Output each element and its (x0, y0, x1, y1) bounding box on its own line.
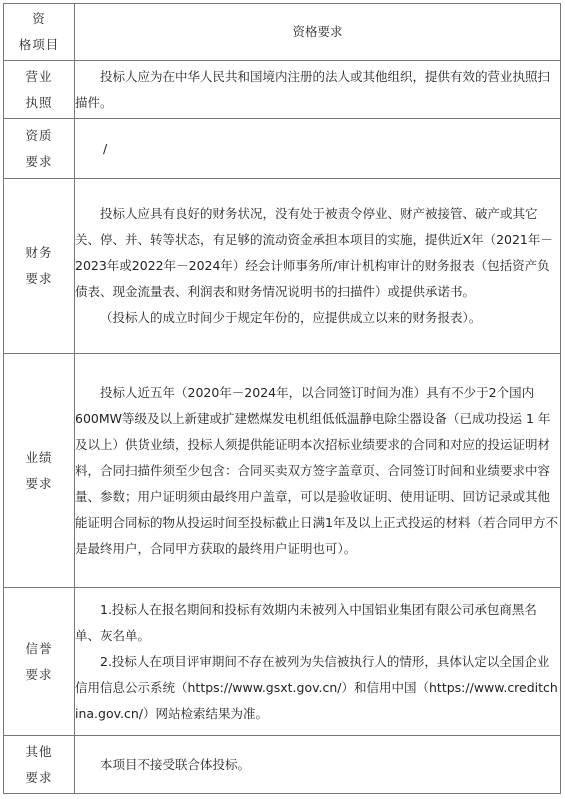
table-row (4, 736, 561, 794)
row-label-line: 业绩 (25, 449, 53, 465)
row-label (4, 179, 75, 354)
paragraph: 投标人应具有良好的财务状况，没有处于被责令停业、财产被接管、破产或其它关、停、并、转等状态，有足够的流动资金承担本项目的实施，提供近X年（2021年－2023年或2022年－2024年）经会计师事务所/审计机构审计的财务报表（包括资产负债表、现金流量表、利润表和财务情况说明书的扫描件）或提供承诺书。 (75, 206, 553, 299)
paragraph: 1.投标人在报名期间和投标有效期内未被列入中国铝业集团有限公司承包商黑名单、灰名单。 (75, 601, 537, 643)
table-row (4, 588, 561, 736)
table-row (4, 61, 561, 119)
header-title: 资格要求 (75, 4, 561, 61)
header-label-cell (4, 4, 75, 61)
header-label-line-2: 格项目 (18, 37, 60, 52)
row-label (4, 588, 75, 736)
row-label (4, 354, 75, 588)
row-label (4, 736, 75, 794)
row-label-line: 信誉 (25, 640, 53, 656)
row-label-line: 财务 (25, 245, 53, 260)
row-label-line: 执照 (25, 94, 53, 110)
row-content (75, 61, 561, 119)
header-label-line-1: 资 (32, 11, 46, 26)
paragraph: / (103, 140, 108, 156)
row-label (4, 119, 75, 179)
paragraph: 投标人应为在中华人民共和国境内注册的法人或其他组织，提供有效的营业执照扫描件。 (75, 68, 551, 110)
row-label-line: 营业 (25, 68, 53, 84)
table-row (4, 354, 561, 588)
row-content (75, 588, 561, 736)
table-header-row (4, 4, 561, 61)
row-label-line: 资质 (25, 127, 53, 143)
row-label (4, 61, 75, 119)
qualification-table (3, 3, 561, 794)
row-content (75, 736, 561, 794)
row-label-line: 要求 (25, 271, 53, 286)
row-label-line: 要求 (25, 666, 53, 682)
row-content (75, 179, 561, 354)
row-label-line: 要求 (25, 153, 53, 169)
row-label-line: 其他 (25, 743, 53, 759)
paragraph: 投标人近五年（2020年－2024年，以合同签订时间为准）具有不少于2个国内600MW等级及以上新建或扩建燃煤发电机组低低温静电除尘器设备（已成功投运 1 年及以上）供货业绩，投标人须提供能证明本次招标业绩要求的合同和对应的投运证明材料，合同扫描件须至少包含：合同买卖双方签字盖章页、合同签订时间和业绩要求中容量、参数；用户证明须由最终用户盖章，可以是验收证明、使用证明、回访记录或其他能证明合同标的物从投运时间至投标截止日满1年及以上正式投运的材料（若合同甲方不是最终用户，合同甲方获取的最终用户证明也可）。 (75, 384, 558, 556)
row-label-line: 要求 (25, 475, 53, 491)
paragraph: 2.投标人在项目评审期间不存在被列为失信被执行人的情形，具体认定以全国企业信用信息公示系统（https://www.gsxt.gov.cn/）和信用中国（https://www.creditchina.gov.cn/）网站检索结果为准。 (75, 653, 558, 721)
table-row (4, 119, 561, 179)
paragraph: （投标人的成立时间少于规定年份的，应提供成立以来的财务报表）。 (100, 310, 482, 325)
row-content (75, 354, 561, 588)
paragraph: 本项目不接受联合体投标。 (100, 756, 251, 772)
table-row (4, 179, 561, 354)
row-label-line: 要求 (25, 769, 53, 785)
row-content (75, 119, 561, 179)
